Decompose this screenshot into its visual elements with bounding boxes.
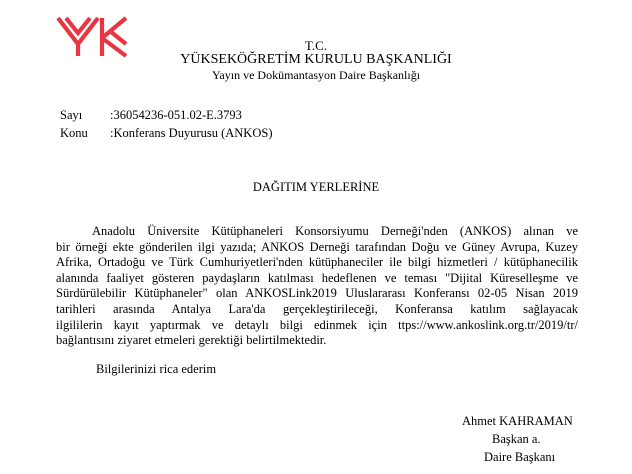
signature-title1: Başkan a. xyxy=(492,432,541,446)
header-department: Yayın ve Dokümantasyon Daire Başkanlığı xyxy=(211,68,421,82)
distribution-title: DAĞITIM YERLERİNE xyxy=(252,180,380,194)
letter-body xyxy=(56,224,578,349)
sayi-label: Sayı xyxy=(60,108,83,122)
body-line: Sürdürülebilir Kütüphaneler" olan ANKOSLink2019 Uluslararası Konferansı 02-05 Nisan 2019 xyxy=(56,286,578,301)
signature-title2: Daire Başkanı xyxy=(484,450,556,464)
konu-value: :Konferans Duyurusu (ANKOS) xyxy=(110,126,273,140)
sayi-value: :36054236-051.02-E.3793 xyxy=(110,108,242,122)
konu-label: Konu xyxy=(60,126,88,140)
body-line: bağlantısını ziyaret etmeleri gerektiği belirtilmektedir. xyxy=(56,333,327,348)
header-org-short: T.C. xyxy=(304,38,328,53)
body-line: bir örneği ekte gönderilen ilgi yazıda; ANKOS Derneği tarafından Doğu ve Güney Avrupa, Kuzey xyxy=(56,239,578,254)
header-org-name: YÜKSEKÖĞRETİM KURULU BAŞKANLIĞI xyxy=(180,52,452,67)
body-line: Anadolu Üniversite Kütüphaneleri Konsorsiyumu Derneği'nden (ANKOS) alınan ve xyxy=(92,224,578,238)
closing-text: Bilgilerinizi rica ederim xyxy=(96,362,217,376)
body-line: tarihleri arasında Antalya Lara'da gerçekleştirileceği, Konferansa katılım sağlayacak xyxy=(56,301,578,316)
signature-name: Ahmet KAHRAMAN xyxy=(462,414,573,428)
body-line: ilgililerin kayıt yaptırmak ve detaylı bilgi edinmek için ttps://www.ankoslink.org.tr/2019/tr/ xyxy=(56,317,578,332)
body-line: alanında faaliyet gösteren paydaşların katılması hedeflenen ve teması "Dijital Küreselleşme ve xyxy=(56,270,578,285)
body-line: Afrika, Ortadoğu ve Türk Cumhuriyetleri'nden kütüphaneciler ile bilgi hizmetleri / kütüphanecilik xyxy=(56,255,578,270)
